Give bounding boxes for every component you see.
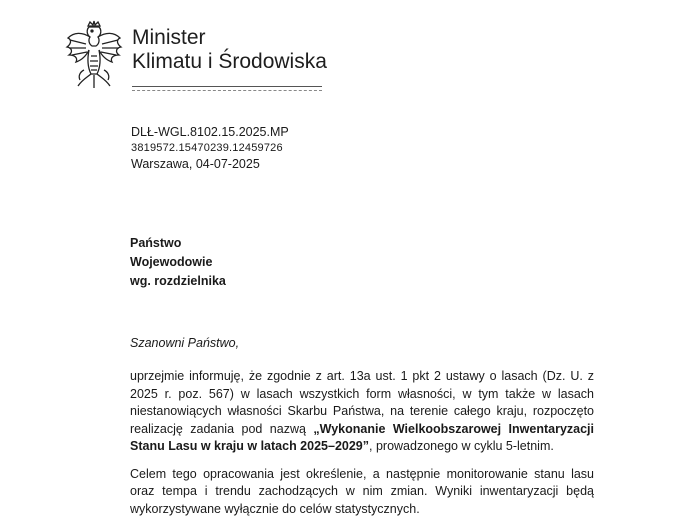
paragraph-2: Celem tego opracowania jest określenie, a następnie monitorowanie stanu lasu oraz tempa i trendu zachodzących w nim zmian. Wyniki inwentaryzacji będą wykorzystywane wyłącznie do celów statystycznych. [130, 466, 594, 516]
ministry-name-line1: Minister [132, 26, 206, 49]
addressee-line2: Wojewodowie [130, 255, 213, 269]
header-divider-dashed [132, 90, 322, 91]
ministry-name-line2: Klimatu i Środowiska [132, 50, 327, 73]
paragraph-1-text: uprzejmie informuję, że zgodnie z art. 13a ust. 1 pkt 2 ustawy o lasach (Dz. U. z 2025 r. poz. 567) w lasach wszystkich form własności, w tym także w lasach niestanowiących własności Skarbu Państwa, na terenie całego kraju, rozpoczęto realizację zadania pod nazwą [130, 369, 594, 436]
addressee-block [130, 234, 226, 291]
document-number: 3819572.15470239.12459726 [131, 142, 283, 154]
header-divider [132, 86, 322, 87]
eagle-emblem-icon [62, 20, 126, 90]
letter-body [130, 368, 594, 528]
paragraph-1-end: , prowadzonego w cyklu 5-letnim. [369, 439, 554, 453]
salutation: Szanowni Państwo, [130, 336, 240, 350]
ministry-name [132, 26, 327, 74]
task-name: „Wykonanie Wielkoobszarowej Inwentaryzacji Stanu Lasu w kraju w latach 2025–2029” [130, 421, 594, 453]
addressee-line1: Państwo [130, 236, 182, 250]
paragraph-1 [130, 368, 594, 456]
addressee-line3: wg. rozdzielnika [130, 274, 226, 288]
case-number: DLŁ-WGL.8102.15.2025.MP [131, 125, 289, 139]
document-metadata [131, 124, 289, 172]
place-and-date: Warszawa, 04-07-2025 [131, 157, 260, 171]
